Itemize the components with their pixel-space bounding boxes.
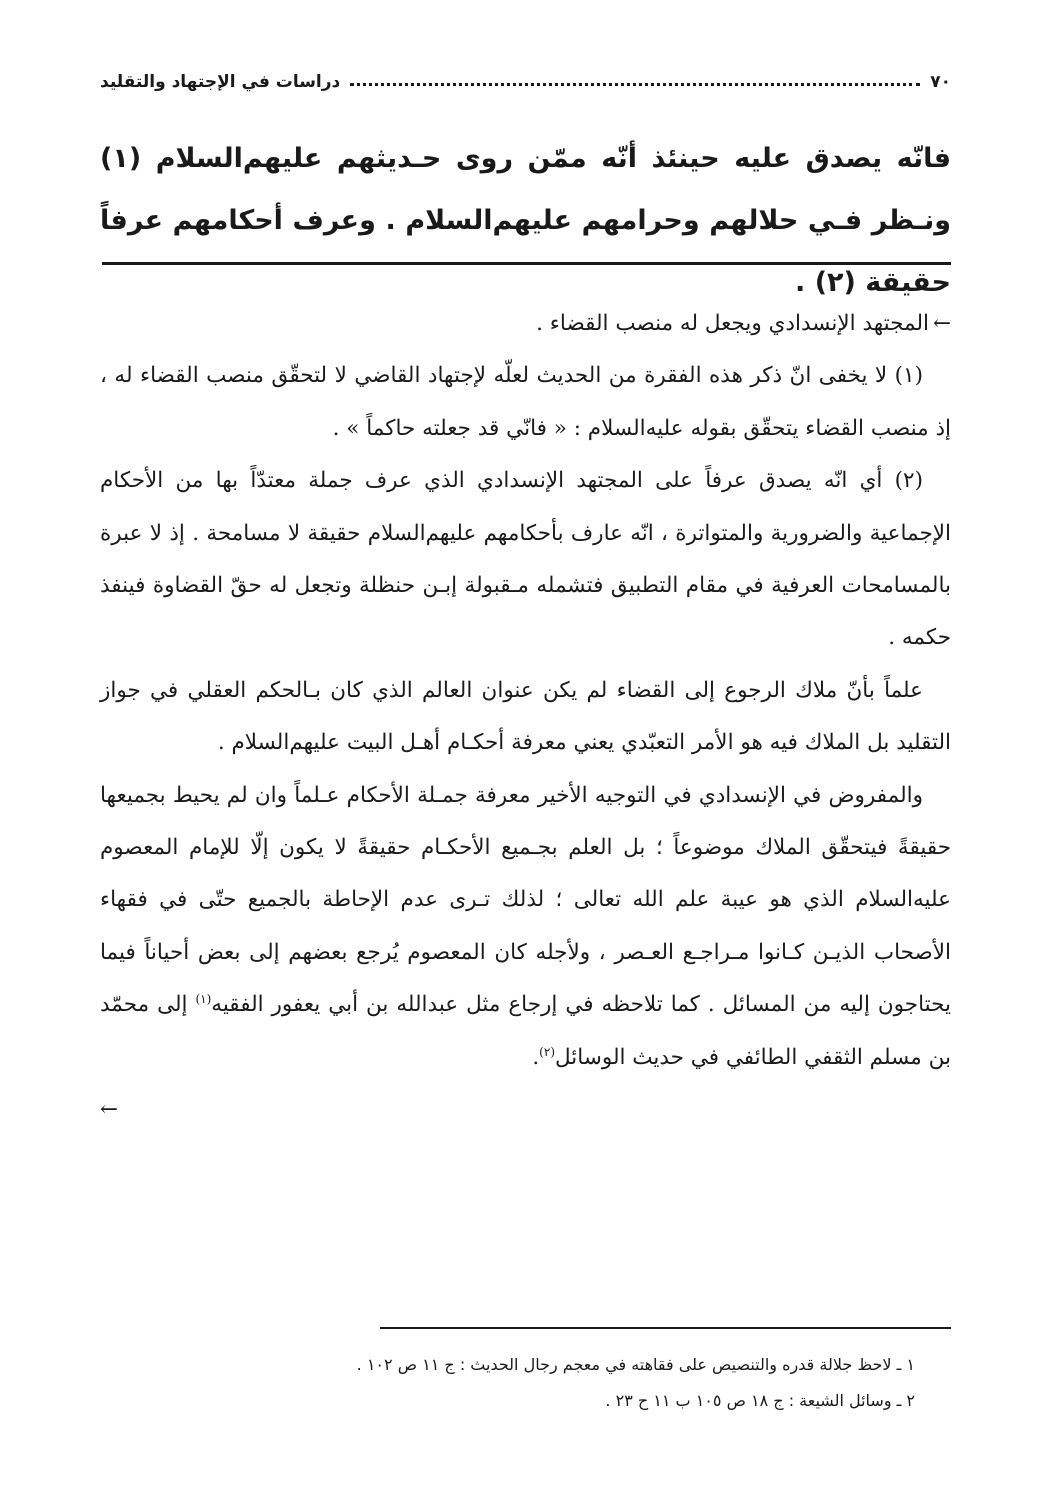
running-header xyxy=(100,58,951,92)
note-2: (٢) أي انّه يصدق عرفاً على المجتهد الإنسدادي الذي عرف جملة معتدّاً بها من الأحكام الإجماعية والضرورية والمتواترة ، انّه عارف بأحكامهم عليهم‌السلام حقيقة لا مسامحة . إذ لا عبرة بالمسامحات العرفية في مقام التطبيق فتشمله مـقبولة إبـن حنظلة وتجعل له حقّ القضاوة فينفذ حكمه . xyxy=(100,468,951,651)
paragraph-3: علماً بأنّ ملاك الرجوع إلى القضاء لم يكن عنوان العالم الذي كان بـالحكم العقلي في جواز التقليد بل الملاك فيه هو الأمر التعبّدي يعني معرفة أحكـام أهـل البيت عليهم‌السلام . xyxy=(100,677,951,756)
footnote-ref-1[interactable]: (١) xyxy=(195,992,212,1007)
footnote-2: ٢ ـ وسائل الشيعة : ج ١٨ ص ١٠٥ ب ١١ ح ٢٣ . xyxy=(605,1391,915,1410)
footnotes xyxy=(100,1347,951,1419)
continuation-arrow-icon: ← xyxy=(932,311,951,336)
paragraph-4 xyxy=(100,770,951,1084)
main-passage-text: فانّه يصدق عليه حينئذ أنّه ممّن روى حـديثهم عليهم‌السلام (١) ونـظر فـي حلالهم وحرامهم عليهم‌السلام . وعرف أحكامهم عرفاً حقيقة (٢) . xyxy=(100,143,951,298)
commentary-body xyxy=(100,298,951,1137)
continuation-line xyxy=(100,298,951,350)
next-page-arrow-icon: ← xyxy=(100,1097,119,1123)
page-end-marker xyxy=(100,1084,951,1136)
paragraph-4-text: والمفروض في الإنسدادي في التوجيه الأخير معرفة جمـلة الأحكام عـلماً وان لم يحيط بجميعها حقيقةً فيتحقّق الملاك موضوعاً ؛ بل العلم بجـميع الأحكـام حقيقةً لا يكون إلّا للإمام المعصوم عليه‌السلام الذي هو عيبة علم الله تعالى ؛ لذلك تـرى عدم الإحاطة بالجميع حتّى في فقهاء الأصحاب الذيـن كـانوا مـراجـع العـصر ، ولأجله كان المعصوم يُرجع بعضهم إلى بعض أحياناً فيما يحتاجون إليه من المسائل . كما تلاحظه في إرجاع مثل عبدالله بن أبي يعفور الفقيه xyxy=(100,782,951,1018)
paragraph-4-end: . xyxy=(532,1044,540,1070)
paragraph-4-mid: إلى محمّد بن مسلم الثقفي الطائفي في حديث الوسائل xyxy=(100,992,951,1070)
footnote-ref-2[interactable]: (٢) xyxy=(539,1044,555,1059)
dotted-leader xyxy=(350,83,920,86)
main-divider-rule xyxy=(102,262,951,265)
continuation-text: المجتهد الإنسدادي ويجعل له منصب القضاء . xyxy=(536,311,929,336)
page-number: ٧٠ xyxy=(930,72,951,92)
book-title: دراسات في الإجتهاد والتقليد xyxy=(100,72,341,92)
main-passage xyxy=(100,128,951,314)
footnote-divider-rule xyxy=(380,1327,951,1329)
footnote-1: ١ ـ لاحظ جلالة قدره والتنصيص على فقاهته في معجم رجال الحديث : ج ١١ ص ١٠٢ . xyxy=(356,1355,915,1374)
note-1: (١) لا يخفى انّ ذكر هذه الفقرة من الحديث لعلّه لإجتهاد القاضي لا لتحقّق منصب القضاء له ، إذ منصب القضاء يتحقّق بقوله عليه‌السلام : « فانّي قد جعلته حاكماً » . xyxy=(100,363,951,441)
